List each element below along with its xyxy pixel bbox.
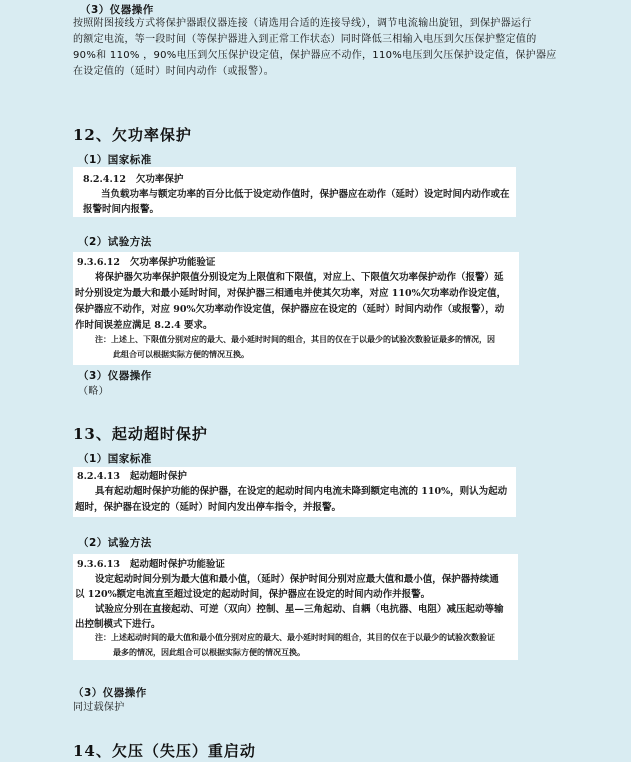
clause-title: 欠功率保护功能验证 bbox=[129, 257, 216, 268]
excerpt-line: 作时间误差应满足 8.2.4 要求。 bbox=[75, 320, 213, 331]
excerpt-heading bbox=[77, 255, 215, 270]
subheading: （2）试验方法 bbox=[78, 537, 152, 549]
excerpt-line: 超时，保护器在设定的（延时）时间内发出停车指令，并报警。 bbox=[75, 502, 342, 513]
paragraph bbox=[73, 16, 629, 80]
excerpt-line: 以 120%额定电流直至超过设定的起动时间，保护器应在设定的时间内动作并报警。 bbox=[75, 589, 431, 600]
excerpt-line: 具有起动超时保护功能的保护器，在设定的起动时间内电流未降到额定电流的 110%，则认为起动 bbox=[95, 486, 508, 497]
clause-number: 9.3.6.13 bbox=[77, 559, 120, 570]
excerpt-note: 注：上述上、下限值分别对应的最大、最小延时时间的组合，其目的仅在于以最少的试验次数验证最多的情况，因 bbox=[95, 334, 495, 344]
subheading: （2）试验方法 bbox=[78, 236, 152, 248]
standard-excerpt bbox=[73, 167, 516, 217]
section-heading-13: 13、起动超时保护 bbox=[73, 425, 208, 443]
clause-title: 起动超时保护功能验证 bbox=[129, 559, 225, 570]
excerpt-note: 此组合可以根据实际方便的情况互换。 bbox=[113, 349, 249, 359]
section-label: （3）仪器操作 bbox=[80, 4, 154, 16]
excerpt-heading bbox=[83, 172, 183, 187]
excerpt-note: 最多的情况，因此组合可以根据实际方便的情况互换。 bbox=[113, 647, 305, 657]
excerpt-note: 注：上述起动时间的最大值和最小值分别对应的最大、最小延时时间的组合，其目的仅在于以最少的试验次数验证 bbox=[95, 632, 495, 642]
subheading: （1）国家标准 bbox=[78, 453, 152, 465]
standard-excerpt bbox=[73, 252, 519, 365]
excerpt-line: 报警时间内报警。 bbox=[83, 204, 160, 215]
excerpt-heading bbox=[77, 469, 187, 484]
excerpt-line: 当负载功率与额定功率的百分比低于设定动作值时，保护器应在动作（延时）设定时间内动作或在 bbox=[101, 189, 510, 200]
excerpt-line: 保护器应不动作，对应 90%欠功率动作设定值，保护器应在设定的（延时）时间内动作（或报警），动 bbox=[75, 304, 505, 315]
excerpt-line: 出控制模式下进行。 bbox=[75, 619, 161, 630]
paragraph: 同过载保护 bbox=[73, 702, 125, 713]
paragraph-line: 的额定电流，等一段时间（等保护器进入到正常工作状态）同时降低三相输入电压到欠压保护整定值的 bbox=[73, 34, 537, 45]
section-heading-12: 12、欠功率保护 bbox=[73, 126, 192, 144]
clause-title: 欠功率保护 bbox=[135, 174, 184, 185]
clause-number: 8.2.4.13 bbox=[77, 471, 120, 482]
subheading: （1）国家标准 bbox=[78, 154, 152, 166]
excerpt-line: 试验应分别在直接起动、可逆（双向）控制、星—三角起动、自耦（电抗器、电阻）减压起动等输 bbox=[95, 604, 504, 615]
subheading: （3）仪器操作 bbox=[73, 687, 147, 699]
excerpt-heading bbox=[77, 557, 225, 572]
paragraph-line: 在设定值的（延时）时间内动作（或报警）。 bbox=[73, 66, 274, 77]
clause-number: 8.2.4.12 bbox=[83, 174, 126, 185]
subheading: （3）仪器操作 bbox=[78, 370, 152, 382]
clause-title: 起动超时保护 bbox=[129, 471, 187, 482]
standard-excerpt bbox=[73, 467, 516, 517]
paragraph-line: 90%和 110% ，90%电压到欠压保护设定值，保护器应不动作，110%电压到欠压保护设定值，保护器应 bbox=[73, 50, 557, 61]
clause-number: 9.3.6.12 bbox=[77, 257, 120, 268]
standard-excerpt bbox=[73, 554, 518, 660]
paragraph: （略） bbox=[78, 386, 109, 397]
excerpt-line: 将保护器欠功率保护限值分别设定为上限值和下限值，对应上、下限值欠功率保护动作（报警）延 bbox=[95, 272, 504, 283]
paragraph-line: 按照附图接线方式将保护器跟仪器连接（请选用合适的连接导线），调节电流输出旋钮，到保护器运行 bbox=[73, 18, 532, 29]
excerpt-line: 设定起动时间分别为最大值和最小值，（延时）保护时间分别对应最大值和最小值，保护器持续通 bbox=[95, 574, 499, 585]
excerpt-line: 时分别设定为最大和最小延时时间，对保护器三相通电并使其欠功率，对应 110%欠功率动作设定值， bbox=[75, 288, 507, 299]
section-heading-14: 14、欠压（失压）重启动 bbox=[73, 742, 256, 760]
